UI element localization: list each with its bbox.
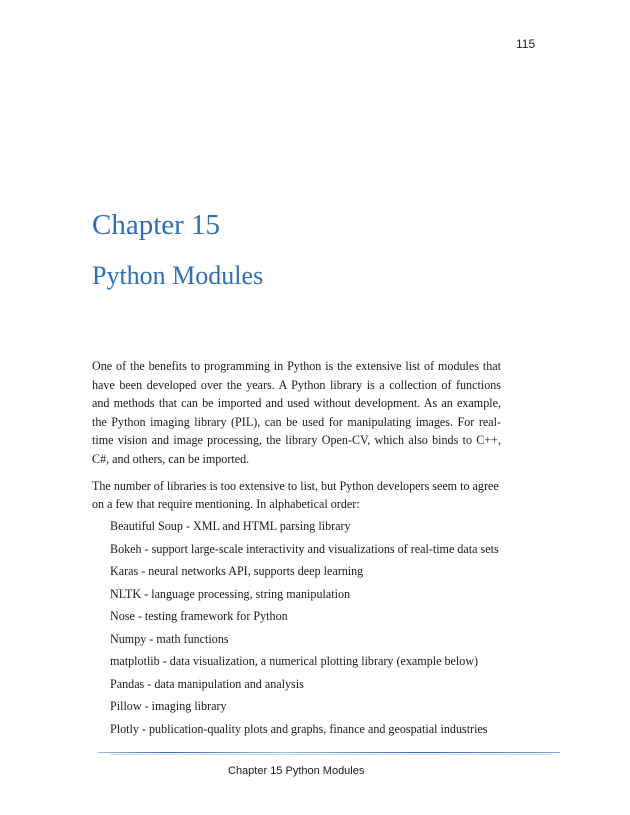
list-item: Bokeh - support large-scale interactivity and visualizations of real-time data sets	[110, 541, 499, 556]
page-number: 115	[516, 37, 536, 51]
list-item: NLTK - language processing, string manipulation	[110, 586, 351, 601]
footer-divider-shadow	[110, 754, 550, 755]
chapter-number: Chapter 15	[92, 209, 221, 241]
footer-divider	[98, 752, 560, 753]
list-item: Plotly - publication-quality plots and graphs, finance and geospatial industries	[110, 721, 488, 736]
libraries-paragraph: The number of libraries is too extensive to list, but Python developers seem to agree on a few that require mentioning. In alphabetical order:	[92, 478, 499, 512]
list-item: Karas - neural networks API, supports deep learning	[110, 564, 364, 578]
list-item: Pandas - data manipulation and analysis	[110, 676, 304, 691]
intro-paragraph: One of the benefits to programming in Python is the extensive list of modules that have been developed over the years. A Python library is a collection of functions and methods that can be imported and used without development. As an example, the Python imaging library (PIL), can be used for manipulating images. For real-time vision and image processing, the library Open-CV, which also binds to C++, C#, and others, can be imported.	[92, 359, 501, 466]
body-text	[92, 357, 501, 514]
list-item: Pillow - imaging library	[110, 699, 227, 713]
running-footer: Chapter 15 Python Modules	[228, 765, 365, 777]
list-item: matplotlib - data visualization, a numerical plotting library (example below)	[110, 654, 479, 668]
chapter-title: Python Modules	[92, 261, 264, 290]
list-item: Numpy - math functions	[110, 631, 229, 646]
list-item: Nose - testing framework for Python	[110, 609, 288, 623]
module-list	[110, 517, 520, 742]
list-item: Beautiful Soup - XML and HTML parsing library	[110, 519, 351, 533]
